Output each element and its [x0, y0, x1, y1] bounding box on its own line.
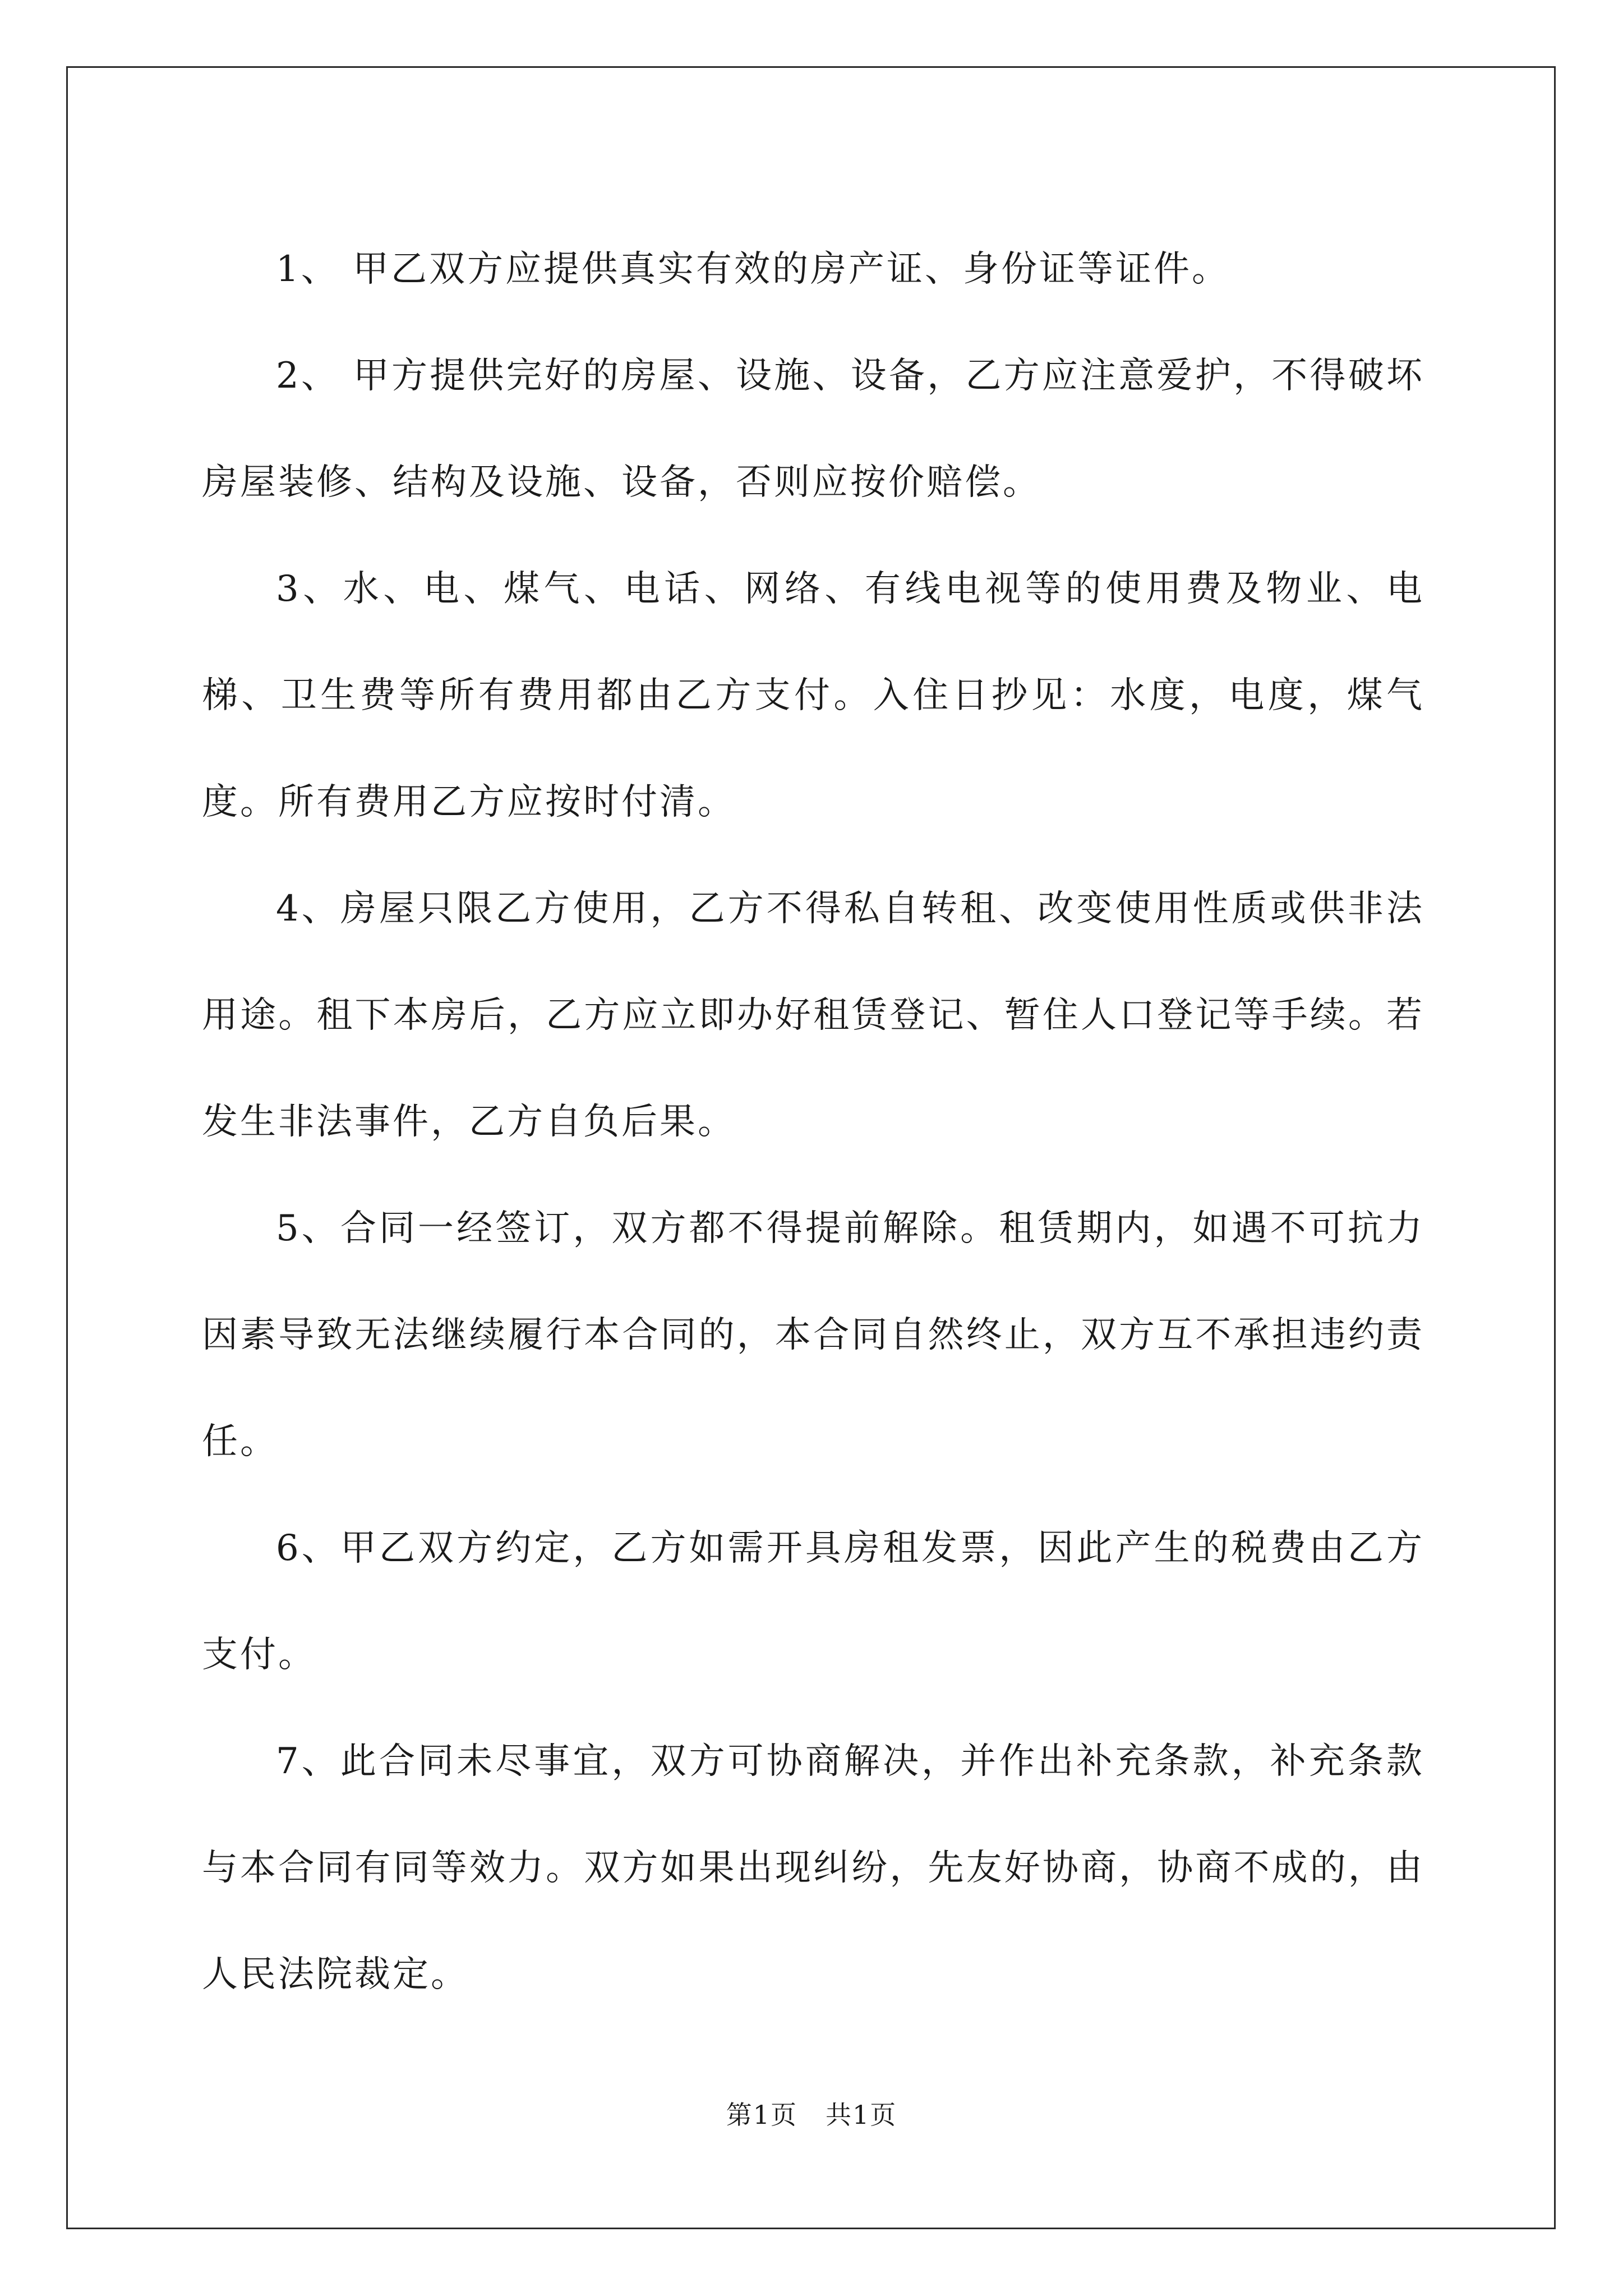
clause-3: 3、水、电、煤气、电话、网络、有线电视等的使用费及物业、电梯、卫生费等所有费用都由乙方支付。入住日抄见：水度，电度，煤气度。所有费用乙方应按时付清。 [202, 568, 1424, 823]
page-number: 第1页 [726, 2100, 797, 2130]
clause-7: 7、此合同未尽事宜，双方可协商解决，并作出补充条款，补充条款与本合同有同等效力。双方如果出现纠纷，先友好协商，协商不成的，由人民法院裁定。 [202, 1741, 1424, 1995]
clause-1: 1、 甲乙双方应提供真实有效的房产证、身份证等证件。 [276, 249, 1230, 290]
page-total: 共1页 [826, 2100, 897, 2130]
clause-2: 2、 甲方提供完好的房屋、设施、设备，乙方应注意爱护，不得破坏房屋装修、结构及设施、设备，否则应按价赔偿。 [202, 355, 1424, 503]
page-footer [0, 2098, 1623, 2132]
clause-5: 5、合同一经签订，双方都不得提前解除。租赁期内，如遇不可抗力因素导致无法继续履行本合同的，本合同自然终止，双方互不承担违约责任。 [202, 1208, 1424, 1462]
clause-4: 4、房屋只限乙方使用，乙方不得私自转租、改变使用性质或供非法用途。租下本房后，乙方应立即办好租赁登记、暂住人口登记等手续。若发生非法事件，乙方自负后果。 [202, 888, 1424, 1143]
clause-6: 6、甲乙双方约定，乙方如需开具房租发票，因此产生的税费由乙方支付。 [202, 1527, 1424, 1676]
document-body [202, 216, 1424, 2028]
